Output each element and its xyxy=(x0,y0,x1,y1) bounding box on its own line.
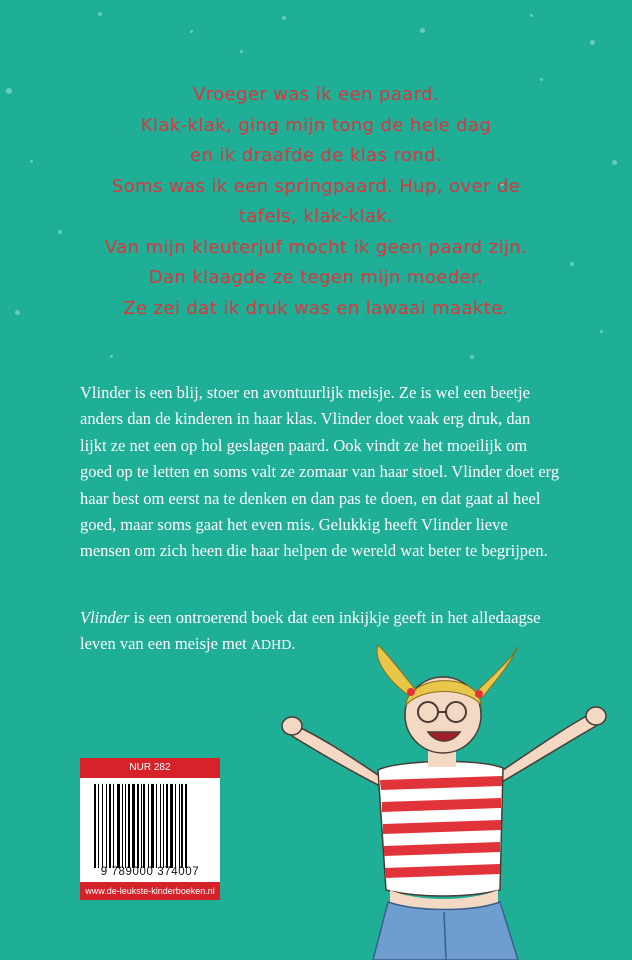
barcode-bar xyxy=(125,784,126,868)
speck xyxy=(98,12,102,16)
barcode-bar xyxy=(175,784,176,868)
barcode-bar xyxy=(98,784,99,868)
barcode-label xyxy=(80,758,220,900)
barcode-bar xyxy=(137,784,139,868)
barcode-bar xyxy=(117,784,120,868)
barcode-bar xyxy=(181,784,183,868)
speck xyxy=(190,30,193,33)
quote-line: Soms was ik een springpaard. Hup, over de xyxy=(111,175,521,197)
barcode-bar xyxy=(122,784,123,868)
barcode-bar xyxy=(179,784,180,868)
isbn-number: 9 789000 374007 xyxy=(100,866,200,878)
barcode-bars xyxy=(94,784,210,868)
barcode-bar xyxy=(106,784,107,868)
quote-line: en ik draafde de klas rond. xyxy=(190,145,442,166)
barcode-bar xyxy=(113,784,114,868)
barcode-bar xyxy=(141,784,142,868)
blurb-text: is een ontroerend boek dat een inkijkje geeft in het alledaagse leven van een meisje met xyxy=(80,608,541,654)
barcode-bar xyxy=(166,784,168,868)
barcode-bar xyxy=(102,784,103,868)
publisher-website: www.de-leukste-kinderboeken.nl xyxy=(80,882,220,900)
blurb-paragraph: Vlinder is een blij, stoer en avontuurlijk meisje. Ze is wel een beetje anders dan de kinderen in haar klas. Vlinder doet vaak erg druk, dan lijkt ze net een op hol geslagen paard. Ook vindt ze het moeilijk om goed op te letten en soms valt ze zomaar van haar stoel. Vlinder doet erg haar best om eerst na te denken en dan pas te doen, en dat gaat al heel goed, maar soms gaat het even mis. Gelukkig heeft Vlinder lieve mensen om zich heen die haar helpen de wereld wat beter te begrijpen. xyxy=(80,383,560,561)
quote-line: Van mijn kleuterjuf mocht ik geen paard zijn. xyxy=(104,236,528,258)
nur-code: NUR 282 xyxy=(80,758,220,778)
barcode-bar xyxy=(94,784,96,868)
barcode-bar xyxy=(160,784,161,868)
quote-block xyxy=(0,80,632,324)
barcode-bar xyxy=(185,784,187,868)
barcode-bar xyxy=(128,784,130,868)
barcode-bar xyxy=(163,784,164,868)
speck xyxy=(470,355,474,359)
speck xyxy=(530,14,533,17)
quote-line: tafels, klak-klak. xyxy=(238,206,394,227)
speck xyxy=(590,40,595,45)
book-title: Vlinder xyxy=(80,608,130,627)
quote-line: Vroeger was ik een paard. xyxy=(192,84,440,105)
quote-line: Dan klaagde ze tegen mijn moeder. xyxy=(148,267,484,288)
girl-illustration xyxy=(278,640,608,960)
barcode-bar xyxy=(132,784,135,868)
quote-line: Ze zei dat ik druk was en lawaai maakte. xyxy=(123,297,509,319)
speck xyxy=(240,50,243,53)
barcode-bar xyxy=(148,784,149,868)
speck xyxy=(420,28,425,33)
blurb-end: . xyxy=(291,634,296,654)
speck xyxy=(282,16,286,20)
adhd-abbreviation: ADHD xyxy=(250,638,292,654)
speck xyxy=(600,330,603,333)
barcode-bar xyxy=(156,784,157,868)
barcode-bar xyxy=(151,784,154,868)
quote-line: Klak-klak, ging mijn tong de hele dag xyxy=(140,114,492,136)
barcode-bar xyxy=(143,784,145,868)
barcode-bar xyxy=(109,784,111,868)
barcode-bar xyxy=(170,784,173,868)
speck xyxy=(110,355,113,358)
